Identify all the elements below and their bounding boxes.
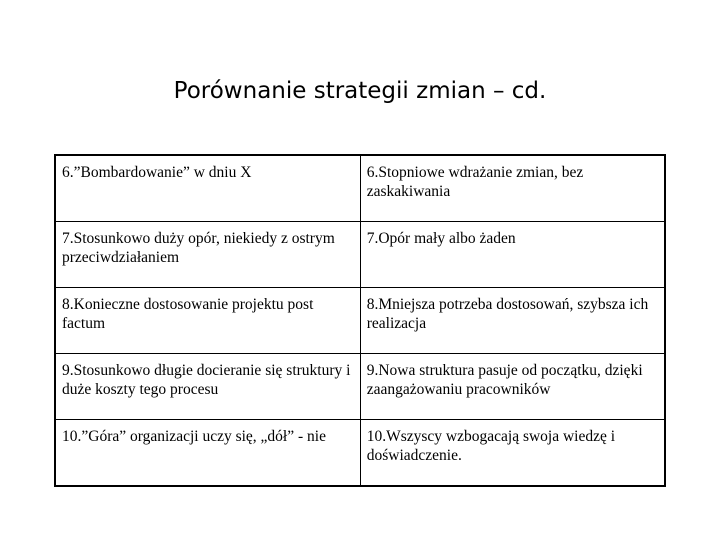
table-row [55, 222, 665, 288]
table-row [55, 354, 665, 420]
table-row [55, 420, 665, 487]
table-row [55, 155, 665, 222]
table-cell-left: 10.”Góra” organizacji uczy się, „dół” - nie [55, 420, 360, 487]
table-cell-right: 8.Mniejsza potrzeba dostosowań, szybsza ich realizacja [360, 288, 665, 354]
slide-title: Porównanie strategii zmian – cd. [173, 78, 547, 104]
table-row [55, 288, 665, 354]
table-cell-left: 6.”Bombardowanie” w dniu X [55, 155, 360, 222]
table-cell-right: 9.Nowa struktura pasuje od początku, dzięki zaangażowaniu pracowników [360, 354, 665, 420]
table-cell-right: 6.Stopniowe wdrażanie zmian, bez zaskakiwania [360, 155, 665, 222]
comparison-table [54, 154, 666, 487]
table-cell-right: 7.Opór mały albo żaden [360, 222, 665, 288]
table-cell-left: 9.Stosunkowo długie docieranie się struktury i duże koszty tego procesu [55, 354, 360, 420]
table-cell-left: 8.Konieczne dostosowanie projektu post factum [55, 288, 360, 354]
table-cell-left: 7.Stosunkowo duży opór, niekiedy z ostrym przeciwdziałaniem [55, 222, 360, 288]
table-cell-right: 10.Wszyscy wzbogacają swoja wiedzę i doświadczenie. [360, 420, 665, 487]
